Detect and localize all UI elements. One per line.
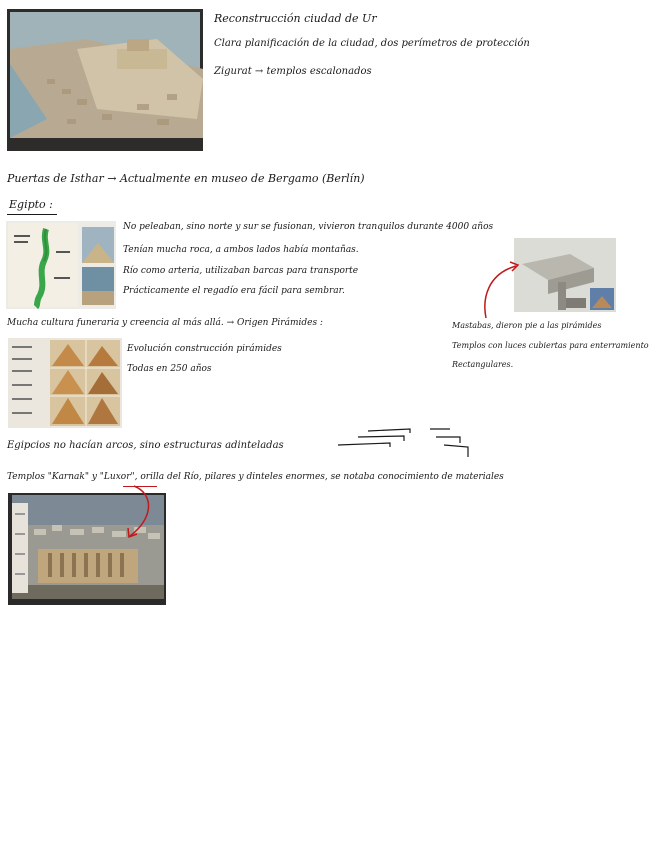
- ur-reconstruction-photo: [7, 9, 203, 151]
- mastabas-note-1: Mastabas, dieron pie a las pirámides: [452, 321, 602, 330]
- egipto-underline: [7, 214, 57, 215]
- mastaba-diagram-photo: [514, 238, 616, 312]
- egipto-note-3: Río como arteria, utilizaban barcas para transporte: [123, 266, 359, 276]
- egipto-heading: Egipto :: [9, 198, 53, 211]
- arcos-note: Egipcios no hacían arcos, sino estructuras adinteladas: [7, 440, 284, 451]
- arrow-to-mastaba-icon: [476, 258, 526, 320]
- egipto-note-1: No peleaban, sino norte y sur se fusionan, vivieron tranquilos durante 4000 años: [123, 222, 494, 232]
- templos-note: Templos "Karnak" y "Luxor", orilla del Río, pilares y dinteles enormes, se notaba conocimiento de materiales: [7, 472, 504, 482]
- arrow-to-temple-icon: [120, 484, 160, 544]
- egipto-note-2: Tenían mucha roca, a ambos lados había montañas.: [123, 245, 359, 255]
- lintel-sketch-icon: [338, 423, 478, 463]
- pyramid-evolution-photo: [8, 338, 122, 428]
- piramides-note-1: Evolución construcción pirámides: [127, 344, 282, 354]
- ur-note-2: Clara planificación de la ciudad, dos perímetros de protección: [214, 38, 530, 49]
- ur-note-1: Reconstrucción ciudad de Ur: [214, 12, 377, 25]
- piramides-note-2: Todas en 250 años: [127, 364, 212, 374]
- ur-note-3: Zigurat → templos escalonados: [214, 66, 372, 77]
- mastabas-note-2: Templos con luces cubiertas para enterramiento: [452, 341, 649, 350]
- egipto-note-4: Prácticamente el regadío era fácil para sembrar.: [123, 286, 345, 296]
- egypt-map-photo: [6, 221, 116, 309]
- mastabas-note-3: Rectangulares.: [452, 360, 514, 369]
- ishtar-note: Puertas de Isthar → Actualmente en museo de Bergamo (Berlín): [7, 172, 365, 185]
- culture-note: Mucha cultura funeraria y creencia al más allá. → Origen Pirámides :: [7, 318, 323, 328]
